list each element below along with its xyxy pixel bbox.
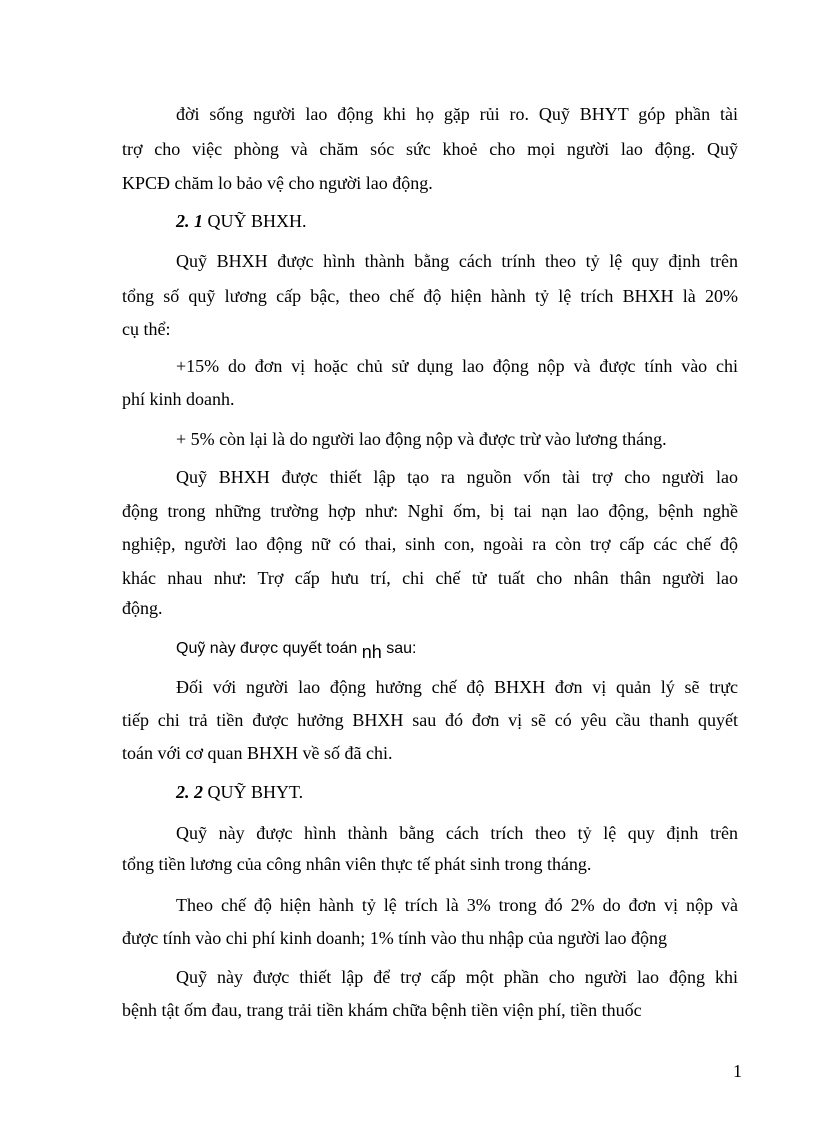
bhxh-purpose-line-3: nghiệp, người lao động nữ có thai, sinh con, ngoài ra còn trợ cấp các chế độ <box>122 534 738 554</box>
heading-bhxh-number: 2. 1 <box>176 211 203 231</box>
bhyt-rate-line-2: được tính vào chi phí kinh doanh; 1% tính vào thu nhập của người lao động <box>122 928 667 948</box>
heading-bhyt-number: 2. 2 <box>176 782 203 802</box>
bhxh-formation-line-1: Quỹ BHXH được hình thành bằng cách trính theo tỷ lệ quy định trên <box>176 251 738 271</box>
intro-line-1: đời sống người lao động khi họ gặp rủi ro. Quỹ BHYT góp phần tài <box>176 104 738 124</box>
bhxh-payment-line-1: Đối với người lao động hưởng chế độ BHXH đơn vị quản lý sẽ trực <box>176 677 738 697</box>
intro-line-2: trợ cho việc phòng và chăm sóc sức khoẻ cho mọi người lao động. Quỹ <box>122 139 738 159</box>
heading-bhxh <box>176 210 307 232</box>
heading-bhxh-title: QUỸ BHXH. <box>207 211 307 231</box>
bhxh-formation-line-2: tổng số quỹ lương cấp bậc, theo chế độ hiện hành tỷ lệ trích BHXH là 20% <box>122 286 738 306</box>
bhyt-purpose-line-1: Quỹ này được thiết lập để trợ cấp một phần cho người lao động khi <box>176 967 738 987</box>
bhyt-formation-line-2: tổng tiền lương của công nhân viên thực tế phát sinh trong tháng. <box>122 854 592 874</box>
bhxh-purpose-line-5: động. <box>122 598 163 618</box>
bhxh-purpose-line-2: động trong những trường hợp như: Nghỉ ốm, bị tai nạn lao động, bệnh nghề <box>122 501 738 521</box>
page-number: 1 <box>733 1061 742 1081</box>
intro-line-3: KPCĐ chăm lo bảo vệ cho người lao động. <box>122 173 433 193</box>
bhxh-payment-line-3: toán với cơ quan BHXH về số đã chi. <box>122 743 393 763</box>
bhyt-rate-line-1: Theo chế độ hiện hành tỷ lệ trích là 3% trong đó 2% do đơn vị nộp và <box>176 895 738 915</box>
bhyt-purpose-line-2: bệnh tật ốm đau, trang trải tiền khám chữa bệnh tiền viện phí, tiền thuốc <box>122 1000 642 1020</box>
bhxh-purpose-line-1: Quỹ BHXH được thiết lập tạo ra nguồn vốn tài trợ cho người lao <box>176 467 738 487</box>
settlement-subscript: nh <box>361 642 382 662</box>
settlement-text: Quỹ này được quyết toán <box>176 640 358 657</box>
heading-bhyt <box>176 781 303 803</box>
bhxh-5-line-1: + 5% còn lại là do người lao động nộp và được trừ vào lương tháng. <box>176 429 667 449</box>
heading-bhyt-title: QUỸ BHYT. <box>207 782 304 802</box>
bhxh-15-line-2: phí kinh doanh. <box>122 389 235 409</box>
bhxh-formation-line-3: cụ thể: <box>122 319 171 339</box>
bhxh-purpose-line-4: khác nhau như: Trợ cấp hưu trí, chi chế tử tuất cho nhân thân người lao <box>122 568 738 588</box>
settlement-line <box>176 636 417 660</box>
bhxh-payment-line-2: tiếp chi trả tiền được hưởng BHXH sau đó đơn vị sẽ có yêu cầu thanh quyết <box>122 710 738 730</box>
settlement-after: sau: <box>386 640 417 657</box>
bhyt-formation-line-1: Quỹ này được hình thành bằng cách trích theo tỷ lệ quy định trên <box>176 823 738 843</box>
bhxh-15-line-1: +15% do đơn vị hoặc chủ sử dụng lao động nộp và được tính vào chi <box>176 356 738 376</box>
